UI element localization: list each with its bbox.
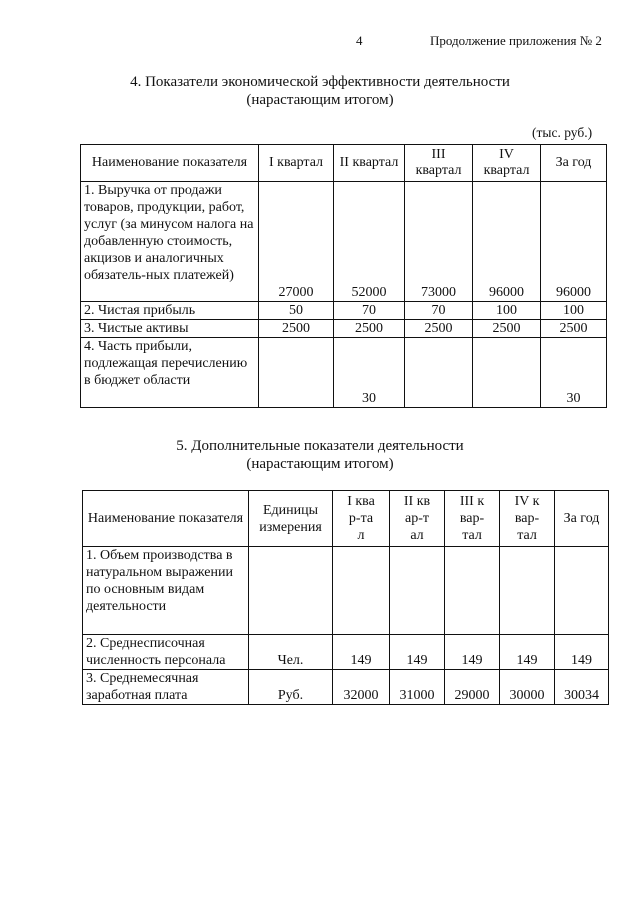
table-header-row — [81, 145, 607, 182]
column-header-label: I квар-тал — [347, 494, 375, 543]
table-cell: 31000 — [390, 670, 445, 705]
table-cell: 30 — [334, 338, 405, 408]
table-cell — [555, 547, 609, 635]
row-label: 2. Среднесписочная численность персонала — [83, 635, 249, 670]
table-cell: 2500 — [334, 320, 405, 338]
table-cell: 30 — [541, 338, 607, 408]
table-cell: 149 — [555, 635, 609, 670]
column-header-label: III квар-тал — [459, 494, 485, 543]
table-row — [81, 338, 607, 408]
row-label: 3. Среднемесячная заработная плата — [83, 670, 249, 705]
table-cell — [473, 338, 541, 408]
table-cell: 30034 — [555, 670, 609, 705]
table-cell: 73000 — [405, 182, 473, 302]
units-label: (тыс. руб.) — [532, 125, 593, 140]
column-header: II квартал — [334, 145, 405, 182]
table-cell: 149 — [390, 635, 445, 670]
table-cell: 96000 — [541, 182, 607, 302]
table-cell: 100 — [473, 302, 541, 320]
table-cell — [390, 547, 445, 635]
column-header: I квартал — [259, 145, 334, 182]
table-cell: Руб. — [249, 670, 333, 705]
table-cell — [500, 547, 555, 635]
section5-subtitle: (нарастающим итогом) — [246, 456, 394, 472]
column-header: Наименование показателя — [81, 145, 259, 182]
economic-efficiency-table — [80, 144, 607, 408]
table-cell: 52000 — [334, 182, 405, 302]
table-cell: 149 — [445, 635, 500, 670]
table-cell: Чел. — [249, 635, 333, 670]
column-header: За год — [541, 145, 607, 182]
row-label: 1. Выручка от продажи товаров, продукции, работ, услуг (за минусом налога на добавленную стоимость, акцизов и аналогичных обязатель-ных платежей) — [81, 182, 259, 302]
column-header: Наименование показателя — [83, 491, 249, 547]
section4-title: 4. Показатели экономической эффективности деятельности — [130, 74, 510, 90]
column-header: Единицы измерения — [249, 491, 333, 547]
table-cell: 2500 — [473, 320, 541, 338]
table-cell: 70 — [334, 302, 405, 320]
column-header — [390, 491, 445, 547]
column-header — [500, 491, 555, 547]
table-header-row — [83, 491, 609, 547]
table-row — [83, 547, 609, 635]
row-label: 1. Объем производства в натуральном выражении по основным видам деятельности — [83, 547, 249, 635]
section5-title: 5. Дополнительные показатели деятельности — [176, 438, 464, 454]
table-cell: 29000 — [445, 670, 500, 705]
table-cell: 30000 — [500, 670, 555, 705]
table-cell: 149 — [333, 635, 390, 670]
table-cell: 27000 — [259, 182, 334, 302]
column-header: IV квартал — [473, 145, 541, 182]
table-row — [81, 302, 607, 320]
table-row — [83, 670, 609, 705]
column-header: За год — [555, 491, 609, 547]
column-header — [445, 491, 500, 547]
table-cell: 50 — [259, 302, 334, 320]
table-cell: 2500 — [541, 320, 607, 338]
table-cell — [249, 547, 333, 635]
table-cell: 96000 — [473, 182, 541, 302]
table-cell — [445, 547, 500, 635]
column-header-label: II квар-тал — [403, 494, 431, 543]
table-row — [81, 182, 607, 302]
table-cell — [405, 338, 473, 408]
table-cell: 2500 — [405, 320, 473, 338]
appendix-label: Продолжение приложения № 2 — [430, 33, 602, 48]
table-cell — [333, 547, 390, 635]
additional-indicators-table — [82, 490, 609, 705]
table-cell: 2500 — [259, 320, 334, 338]
column-header-label: IV квар-тал — [514, 494, 540, 543]
column-header: III квартал — [405, 145, 473, 182]
table-cell: 70 — [405, 302, 473, 320]
table-cell: 100 — [541, 302, 607, 320]
page-number: 4 — [356, 33, 363, 48]
row-label: 3. Чистые активы — [81, 320, 259, 338]
table-row — [81, 320, 607, 338]
column-header — [333, 491, 390, 547]
table-row — [83, 635, 609, 670]
row-label: 4. Часть прибыли, подлежащая перечислению в бюджет области — [81, 338, 259, 408]
section4-subtitle: (нарастающим итогом) — [246, 92, 394, 108]
table-cell: 149 — [500, 635, 555, 670]
row-label: 2. Чистая прибыль — [81, 302, 259, 320]
table-cell: 32000 — [333, 670, 390, 705]
table-cell — [259, 338, 334, 408]
